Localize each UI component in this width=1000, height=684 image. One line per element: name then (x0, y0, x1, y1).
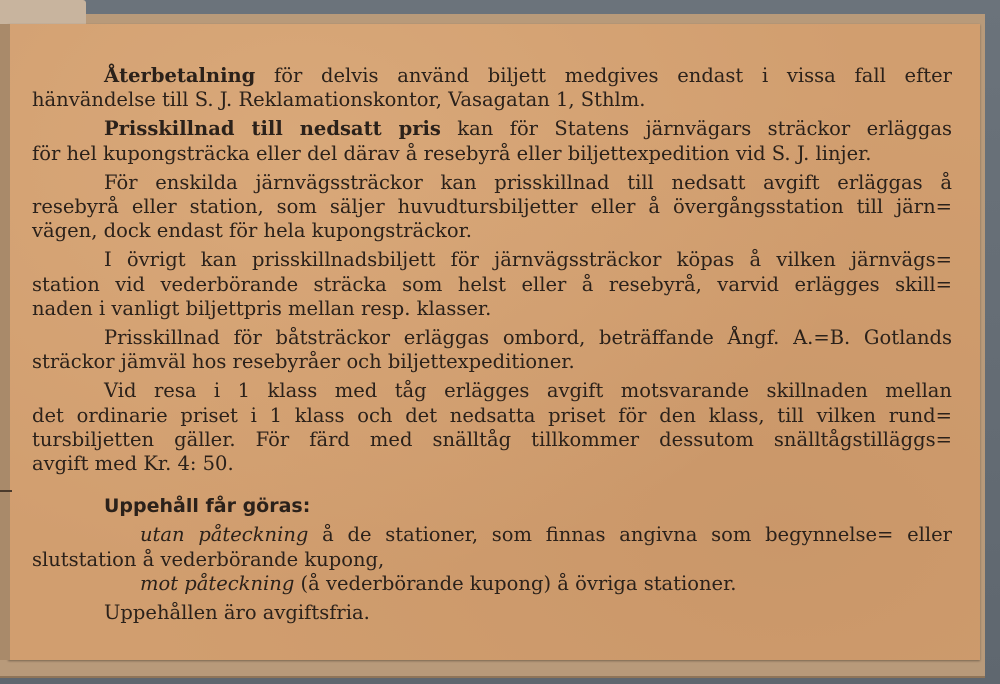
refund-line-1: Återbetalning för delvis använd biljett medgives endast i vissa fall efter (104, 64, 952, 87)
private-railways-line-3: vägen, dock endast för hela kupongsträckor. (32, 219, 472, 243)
first-class-line-4: avgift med Kr. 4: 50. (32, 452, 234, 476)
refund-paragraph (32, 64, 952, 112)
stops-section (32, 494, 952, 518)
otherwise-line-3: naden i vanligt biljettpris mellan resp. klasser. (32, 296, 492, 320)
ticket-terms-text (32, 64, 952, 625)
stops-without-line-1: utan påteckning å de stationer, som finnas angivna som begynnelse= eller (140, 523, 952, 547)
otherwise-line-2: station vid vederbörande sträcka som helst eller å resebyrå, varvid erlägges skill= (32, 272, 952, 296)
private-railways-line-2: resebyrå eller station, som säljer huvudtursbiljetter eller å övergångsstation till järn= (32, 195, 952, 219)
otherwise-paragraph (32, 248, 952, 321)
stops-free-line: Uppehållen äro avgiftsfria. (104, 601, 370, 625)
boats-line-2: sträckor jämväl hos resebyråer och biljettexpeditioner. (32, 350, 575, 374)
first-class-line-3: tursbiljetten gäller. För färd med snälltåg tillkommer dessutom snälltågstilläggs= (32, 427, 952, 451)
refund-lead: Återbetalning (104, 64, 256, 87)
stops-with-line: mot påteckning (å vederbörande kupong) å övriga stationer. (140, 571, 737, 595)
refund-line-2: hänvändelse till S. J. Reklamationskontor, Vasagatan 1, Sthlm. (32, 88, 646, 112)
boats-paragraph (32, 326, 952, 374)
stops-heading: Uppehåll får göras: (104, 495, 311, 518)
binding-mark (0, 490, 12, 492)
private-railways-line-1: För enskilda järnvägssträckor kan prisskillnad till nedsatt avgift erläggas å (104, 170, 952, 194)
otherwise-line-1: I övrigt kan prisskillnadsbiljett för järnvägssträckor köpas å vilken järnvägs= (104, 248, 952, 272)
first-class-line-2: det ordinarie priset i 1 klass och det nedsatta priset för den klass, till vilken rund= (32, 403, 952, 427)
card-left-edge (0, 24, 10, 660)
first-class-paragraph (32, 379, 952, 476)
first-class-line-1: Vid resa i 1 klass med tåg erlägges avgift motsvarande skillnaden mellan (104, 379, 952, 403)
private-railways-paragraph (32, 171, 952, 244)
price-difference-line-1: Prisskillnad till nedsatt pris kan för Statens järnvägars sträckor erläggas (104, 117, 952, 141)
price-difference-paragraph (32, 117, 952, 165)
stops-with-lead: mot påteckning (140, 571, 295, 595)
stops-without-lead: utan påteckning (140, 523, 309, 547)
boats-line-1: Prisskillnad för båtsträckor erläggas ombord, beträffande Ångf. A.=B. Gotlands (104, 326, 952, 350)
price-difference-line-2: för hel kupongsträcka eller del därav å resebyrå eller biljettexpedition vid S. J. linjer. (32, 141, 872, 165)
price-difference-lead: Prisskillnad till nedsatt pris (104, 117, 441, 141)
stops-without-line-2: slutstation å vederbörande kupong, (32, 547, 385, 571)
